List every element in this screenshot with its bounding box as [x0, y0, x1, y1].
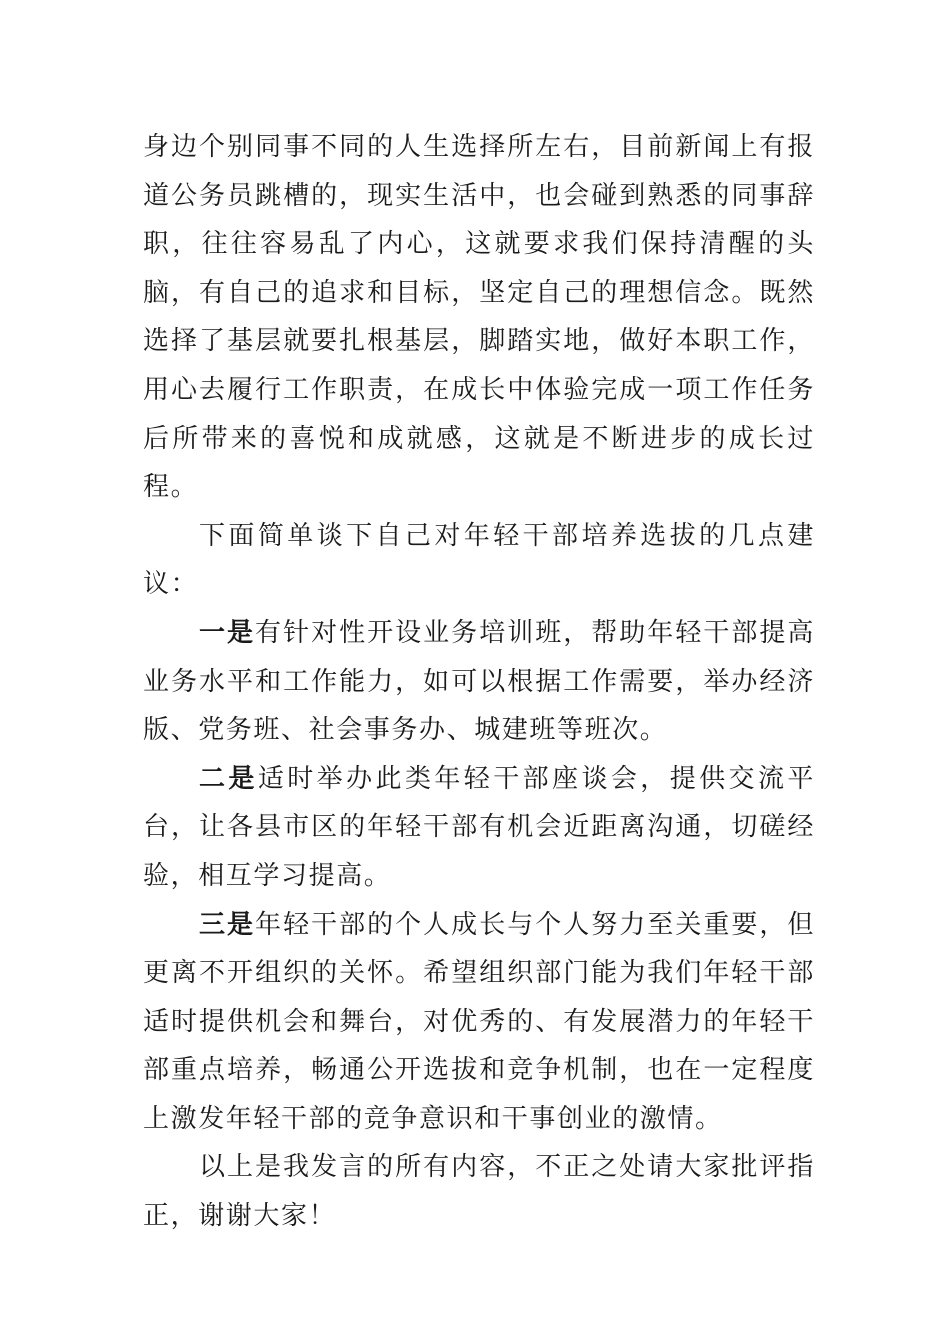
paragraph-suggestions-intro [143, 512, 815, 609]
paragraph-suggestion-1 [143, 609, 815, 755]
paragraph-lead: 三是 [199, 909, 256, 940]
paragraph-text: 年轻干部的个人成长与个人努力至关重要，但更离不开组织的关怀。希望组织部门能为我们年轻干部适时提供机会和舞台，对优秀的、有发展潜力的年轻干部重点培养，畅通公开选拔和竞争机制，也在一定程度上激发年轻干部的竞争意识和干事创业的激情。 [143, 909, 815, 1134]
paragraph-continuation [143, 123, 815, 512]
paragraph-text: 身边个别同事不同的人生选择所左右，目前新闻上有报道公务员跳槽的，现实生活中，也会碰到熟悉的同事辞职，往往容易乱了内心，这就要求我们保持清醒的头脑，有自己的追求和目标，坚定自己的理想信念。既然选择了基层就要扎根基层，脚踏实地，做好本职工作，用心去履行工作职责，在成长中体验完成一项工作任务后所带来的喜悦和成就感，这就是不断进步的成长过程。 [143, 132, 815, 503]
paragraph-closing [143, 1143, 815, 1240]
paragraph-text: 有针对性开设业务培训班，帮助年轻干部提高业务水平和工作能力，如可以根据工作需要，举办经济版、党务班、社会事务办、城建班等班次。 [143, 617, 815, 746]
paragraph-lead: 二是 [199, 763, 258, 794]
paragraph-text: 下面简单谈下自己对年轻干部培养选拔的几点建议： [143, 520, 815, 600]
paragraph-lead: 一是 [199, 617, 256, 648]
paragraph-text: 适时举办此类年轻干部座谈会，提供交流平台，让各县市区的年轻干部有机会近距离沟通，切磋经验，相互学习提高。 [143, 763, 815, 891]
paragraph-suggestion-2 [143, 755, 815, 901]
paragraph-suggestion-3 [143, 901, 815, 1144]
paragraph-text: 以上是我发言的所有内容，不正之处请大家批评指正，谢谢大家！ [143, 1152, 815, 1232]
document-body [143, 123, 815, 1241]
